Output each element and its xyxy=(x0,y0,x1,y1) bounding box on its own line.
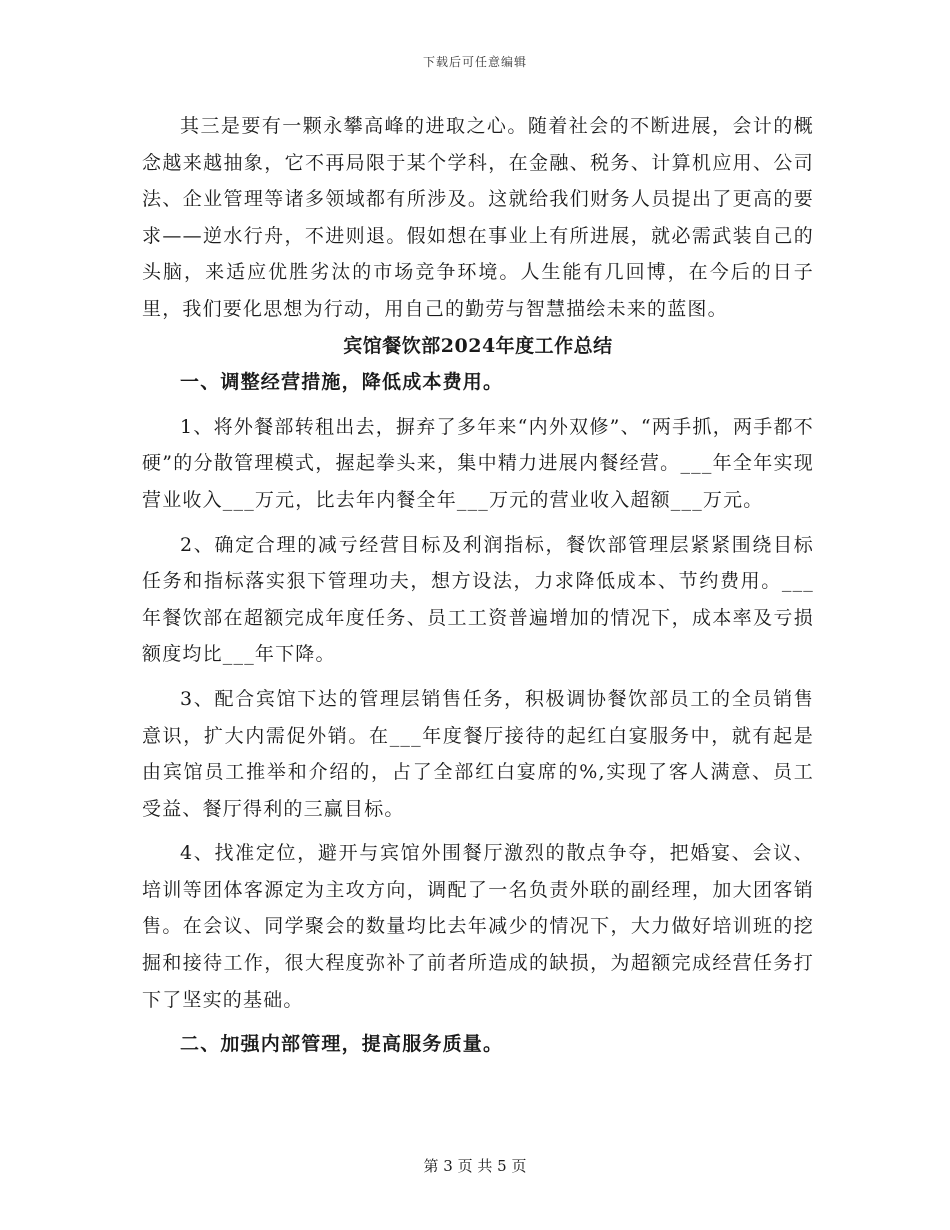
intro-paragraph: 其三是要有一颗永攀高峰的进取之心。随着社会的不断进展，会计的概念越来越抽象，它不再局限于某个学科，在金融、税务、计算机应用、公司法、企业管理等诸多领域都有所涉及。这就给我们财务人员提出了更高的要求——逆水行舟，不进则退。假如想在事业上有所进展，就必需武装自己的头脑，来适应优胜劣汰的市场竞争环境。人生能有几回博，在今后的日子里，我们要化思想为行动，用自己的勤劳与智慧描绘未来的蓝图。 xyxy=(142,115,814,320)
document-title: 宾馆餐饮部2024年度工作总结 xyxy=(343,334,613,357)
section-heading-1: 一、调整经营措施，降低成本费用。 xyxy=(180,371,504,394)
page-number-footer: 第 3 页 共 5 页 xyxy=(423,1157,527,1175)
list-item-3: 3、配合宾馆下达的管理层销售任务，积极调协餐饮部员工的全员销售意识，扩大内需促外销。在___年度餐厅接待的起红白宴服务中，就有起是由宾馆员工推举和介绍的，占了全部红白宴席的%,实现了客人满意、员工受益、餐厅得利的三赢目标。 xyxy=(142,687,814,820)
document-body xyxy=(142,108,814,1063)
section-heading-2: 二、加强内部管理，提高服务质量。 xyxy=(180,1033,504,1056)
list-item-4: 4、找准定位，避开与宾馆外围餐厅激烈的散点争夺，把婚宴、会议、培训等团体客源定为主攻方向，调配了一名负责外联的副经理，加大团客销售。在会议、同学聚会的数量均比去年减少的情况下，大力做好培训班的挖掘和接待工作，很大程度弥补了前者所造成的缺损，为超额完成经营任务打下了坚实的基础。 xyxy=(142,842,814,1011)
list-item-1: 1、将外餐部转租出去，摒弃了多年来“内外双修”、“两手抓，两手都不硬”的分散管理模式，握起拳头来，集中精力进展内餐经营。___年全年实现营业收入___万元，比去年内餐全年___万元的营业收入超额___万元。 xyxy=(142,415,814,511)
list-item-2: 2、确定合理的减亏经营目标及利润指标，餐饮部管理层紧紧围绕目标任务和指标落实狠下管理功夫，想方设法，力求降低成本、节约费用。___年餐饮部在超额完成年度任务、员工工资普遍增加的情况下，成本率及亏损额度均比___年下降。 xyxy=(142,533,814,666)
page-header-note: 下载后可任意编辑 xyxy=(422,55,527,69)
